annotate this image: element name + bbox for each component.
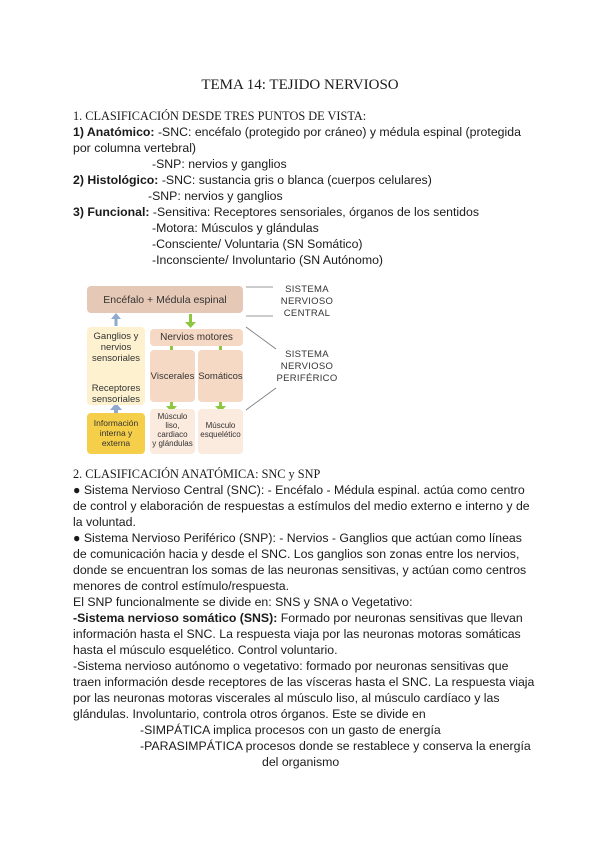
snp-label-1: SISTEMA	[285, 349, 329, 360]
snp-text-3: donde se encuentran los somas de las neuronas sensitivas, y actúan como centros	[73, 563, 527, 577]
histologico-text-2: -SNP: nervios y ganglios	[148, 189, 283, 203]
info-label-1: Información	[93, 418, 139, 428]
anatomico-text-1: -SNC: encéfalo (protegido por cráneo) y médula espinal (protegida	[154, 125, 521, 139]
section2-heading: 2. CLASIFICACIÓN ANATÓMICA: SNC y SNP	[73, 467, 321, 481]
musculo-esqueletico-label-1: Músculo	[205, 421, 236, 430]
section1-heading: 1. CLASIFICACIÓN DESDE TRES PUNTOS DE VISTA:	[73, 109, 367, 123]
snc-label-3: CENTRAL	[283, 308, 331, 319]
funcional-label: 3) Funcional:	[73, 205, 150, 219]
sns-text-1: Formado por neuronas sensitivas que llevan	[277, 611, 523, 625]
snc-label-1: SISTEMA	[285, 284, 329, 295]
snp-text-1: ● Sistema Nervioso Periférico (SNP): - Nervios - Ganglios que actúan como líneas	[73, 531, 522, 545]
ganglios-label-3: sensoriales	[91, 353, 141, 364]
blue-arrow-ganglios-encefalo	[111, 313, 121, 326]
encefalo-box	[87, 286, 243, 313]
page-title: TEMA 14: TEJIDO NERVIOSO	[201, 77, 399, 93]
sna-text-1: -Sistema nervioso autónomo o vegetativo: formado por neuronas sensitivas que	[73, 659, 509, 673]
funcional-text-4: -Inconsciente/ Involuntario (SN Autónomo)	[152, 253, 384, 267]
funcional-text-1: -Sensitiva: Receptores sensoriales, órganos de los sentidos	[149, 205, 479, 219]
sna-text-4: glándulas. Involuntario, controla otros órganos. Este se divide en	[73, 707, 426, 721]
snp-label-2: NERVIOSO	[280, 361, 334, 372]
snp-text-2: de comunicación hacia y desde el SNC. Los ganglios son zonas entre los nervios,	[73, 547, 520, 561]
snp-connector-bottom	[246, 388, 276, 410]
anatomico-text-3: -SNP: nervios y ganglios	[152, 157, 287, 171]
somaticos-label: Somáticos	[198, 370, 243, 382]
sna-text-2: traen información desde receptores de las vísceras hasta el SNC. La respuesta viaja	[73, 675, 535, 689]
receptores-label-1: Receptores	[91, 383, 141, 394]
snc-label-2: NERVIOSO	[280, 296, 334, 307]
func-division-text: El SNP funcionalmente se divide en: SNS y SNA o Vegetativo:	[73, 595, 413, 609]
sns-text-2: información hasta el SNC. La respuesta viaja por las neuronas motoras somáticas	[73, 627, 521, 641]
musculo-esqueletico-label-2: esquelético	[200, 430, 241, 439]
sns-text-3: hasta el músculo esquelético. Control voluntario.	[73, 643, 338, 657]
anatomico-text-2: por columna vertebral)	[73, 141, 197, 155]
somaticos-box	[198, 350, 243, 402]
ganglios-label-2: nervios	[100, 342, 132, 353]
musculo-liso-label-2: liso,	[165, 421, 180, 430]
nervios-motores-label: Nervios motores	[160, 332, 233, 343]
snc-text-2: de control y elaboración de respuestas a estímulos del medio externo e interno y de	[73, 499, 530, 513]
snp-label-3: PERIFÉRICO	[276, 373, 338, 384]
histologico-text-1: -SNC: sustancia gris o blanca (cuerpos celulares)	[158, 173, 432, 187]
ganglios-label-1: Ganglios y	[93, 331, 139, 342]
snc-text-3: la voluntad.	[73, 515, 136, 529]
encefalo-label: Encéfalo + Médula espinal	[103, 293, 227, 306]
musculo-liso-label-4: y glándulas	[152, 439, 193, 448]
sns-line-1	[73, 610, 523, 626]
anatomico-label: 1) Anatómico:	[73, 125, 155, 139]
snc-text-1: ● Sistema Nervioso Central (SNC): - Encéfalo - Médula espinal. actúa como centro	[73, 483, 525, 497]
sna-text-3: por las neuronas motoras viscerales al músculo liso, al músculo cardíaco y las	[73, 691, 500, 705]
parasimpatica-text-2: del organismo	[262, 755, 340, 769]
funcional-text-2: -Motora: Músculos y glándulas	[152, 221, 319, 235]
musculo-liso-label-3: cardiaco	[157, 430, 188, 439]
snp-text-4: menores de control estímulo/respuesta.	[73, 579, 289, 593]
parasimpatica-text-1: -PARASIMPÁTICA procesos donde se restablece y conserva la energía	[140, 739, 531, 753]
viscerales-label: Viscerales	[150, 370, 195, 382]
green-arrow-encefalo-motores	[185, 314, 196, 328]
receptores-label-2: sensoriales	[91, 394, 141, 405]
snp-connector-top	[246, 327, 276, 349]
simpatica-text: -SIMPÁTICA implica procesos con un gasto de energía	[140, 723, 441, 737]
sns-label: -Sistema nervioso somático (SNS):	[73, 611, 278, 625]
viscerales-box	[150, 350, 195, 402]
histologico-label: 2) Histológico:	[73, 173, 159, 187]
info-label-2: interna y	[99, 428, 133, 438]
funcional-text-3: -Consciente/ Voluntaria (SN Somático)	[152, 237, 363, 251]
nervios-motores-box	[150, 329, 243, 346]
musculo-liso-label-1: Músculo	[157, 412, 188, 421]
info-label-3: externa	[101, 438, 131, 448]
